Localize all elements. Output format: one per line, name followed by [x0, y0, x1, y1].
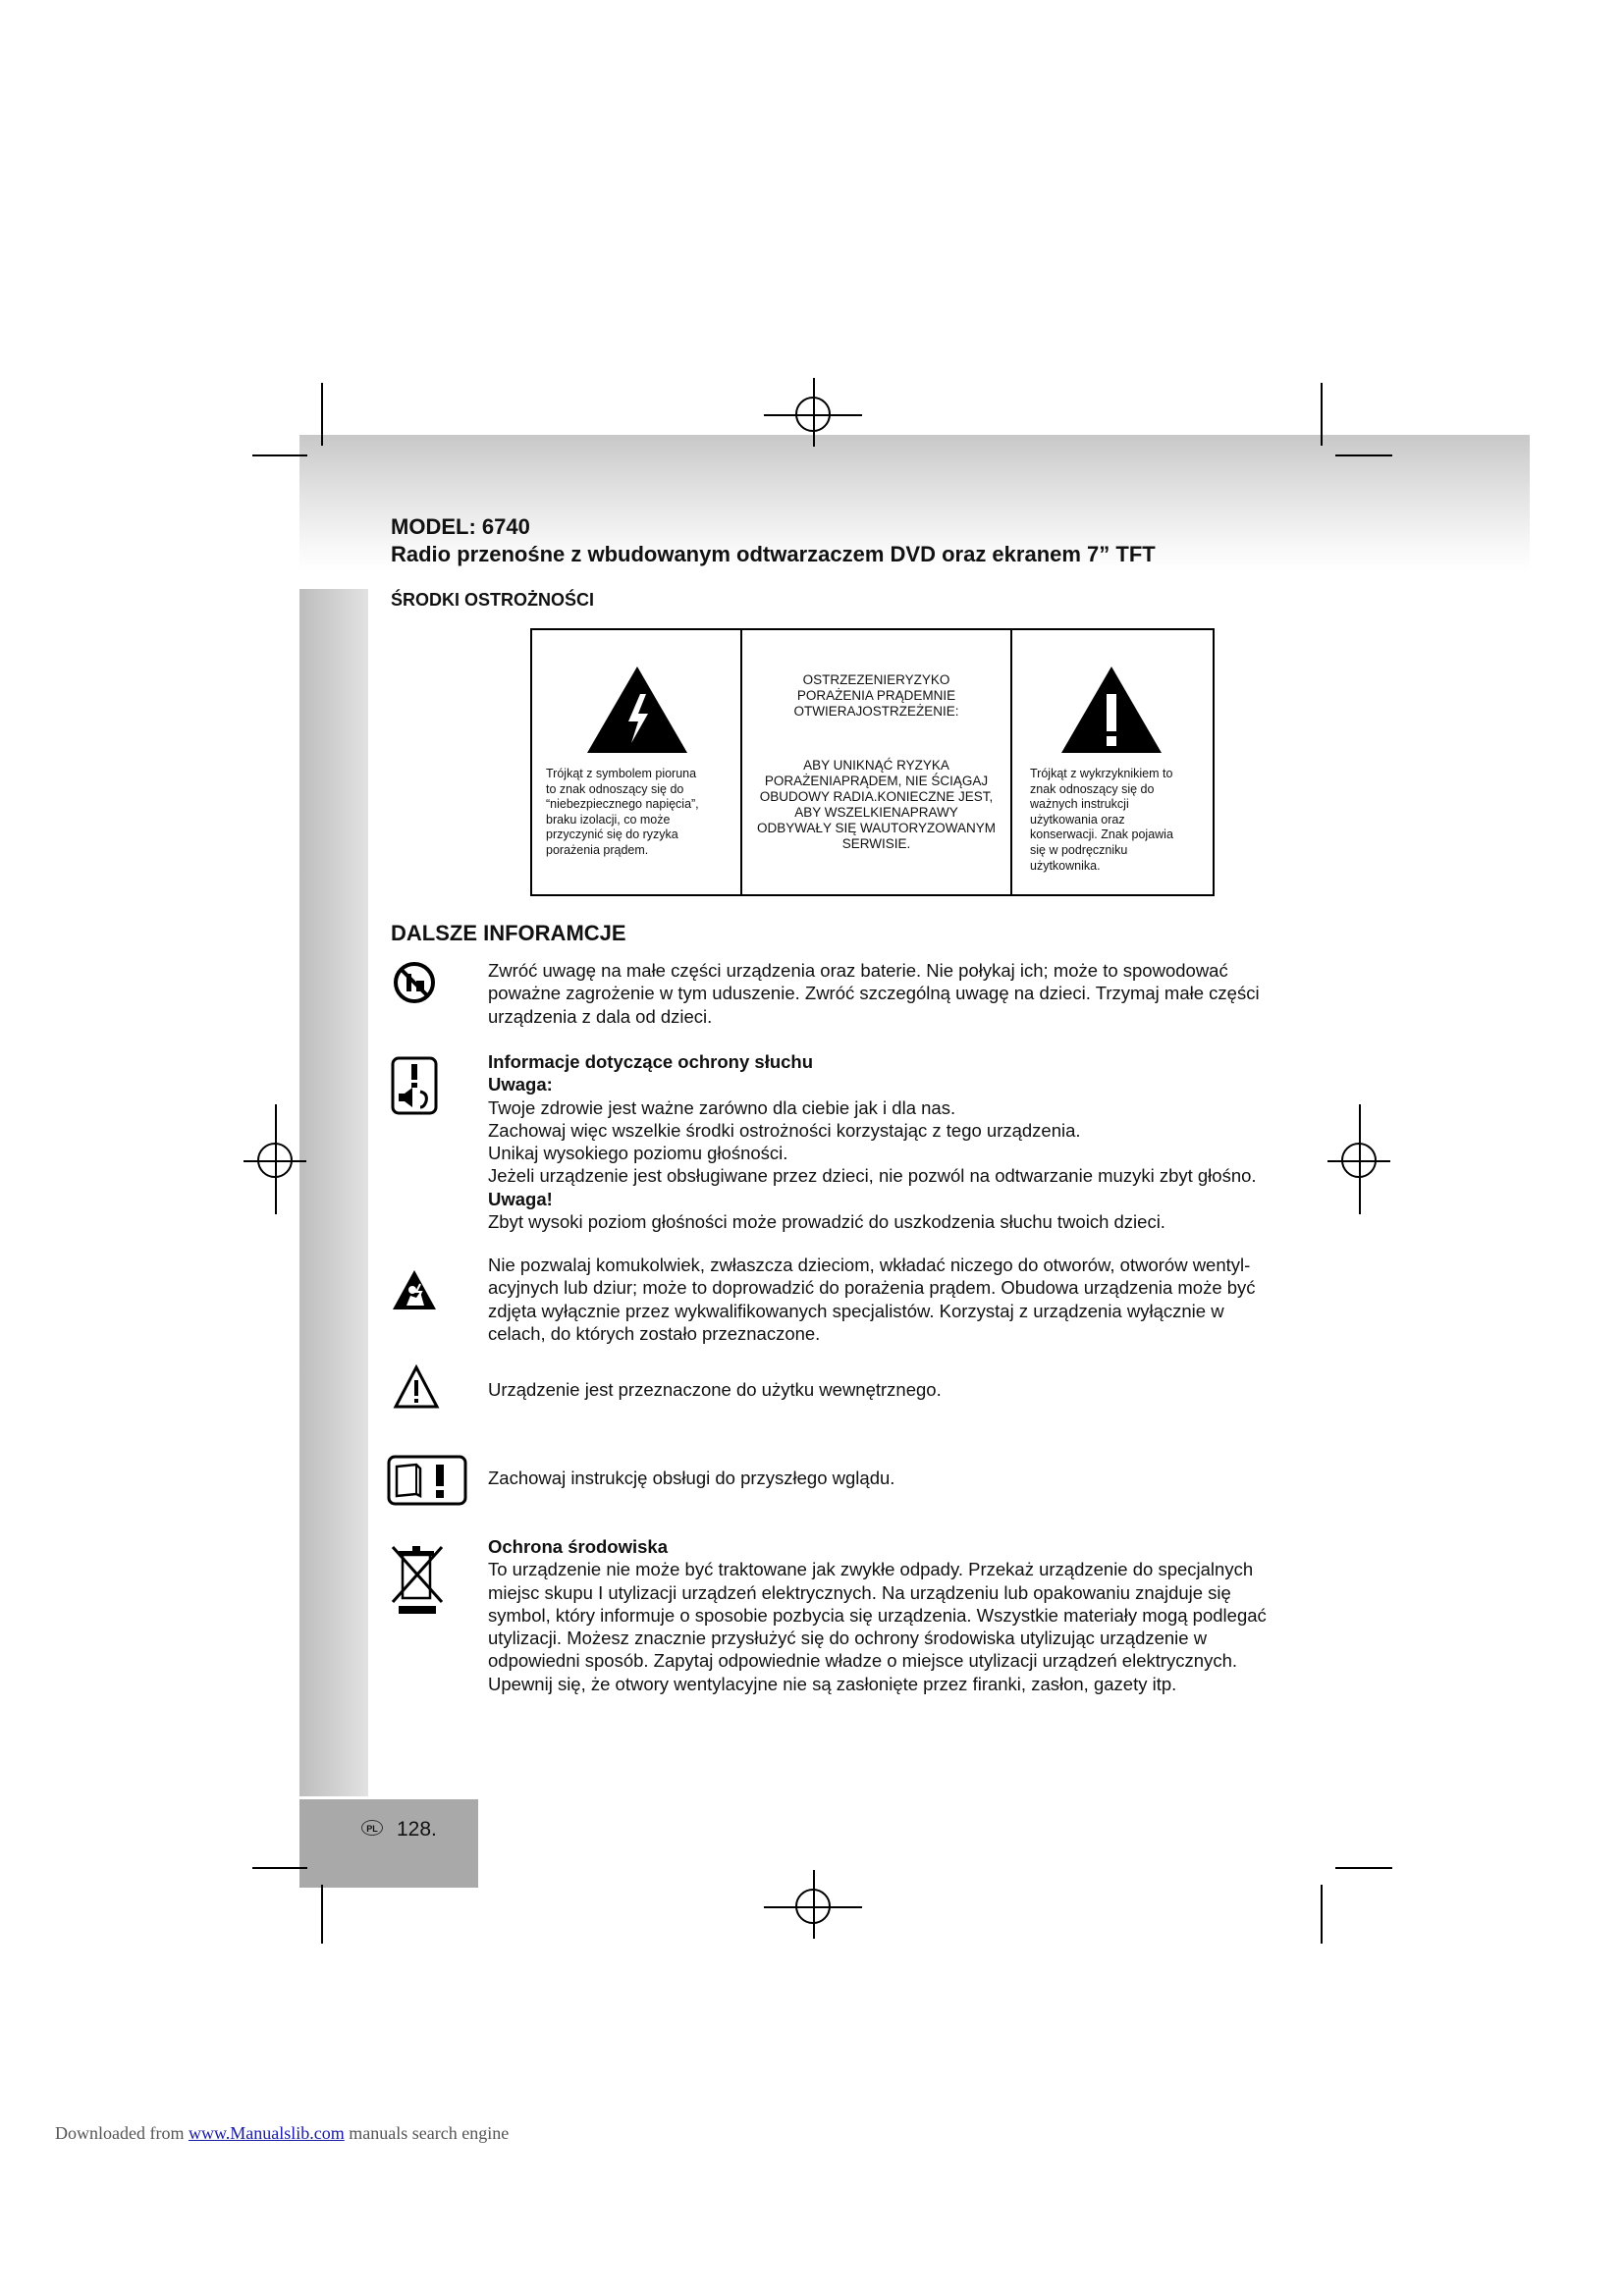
download-prefix: Downloaded from [55, 2123, 185, 2143]
shock-warning-title: OSTRZEZENIERYZYKO PORAŻENIA PRĄDEMNIE OTWIERAJOSTRZEŻENIE: [793, 672, 959, 719]
language-badge: PL [361, 1820, 383, 1836]
keep-manual-paragraph: Zachowaj instrukcję obsługi do przyszłego wglądu. [488, 1468, 895, 1488]
hearing-warning-icon [391, 1056, 438, 1115]
download-footer [55, 2123, 509, 2144]
no-swallow-icon [393, 961, 436, 1004]
lightning-description: Trójkąt z symbolem pioruna to znak odnoszący się do “niebezpiecznego napięcia”, braku izolacji, co może przyczynić się do ryzyka porażenia prądem. [546, 767, 699, 857]
left-margin-band [299, 589, 368, 1796]
warning-table [530, 628, 1215, 896]
model-title: MODEL: 6740 [391, 514, 530, 539]
indoor-use-paragraph: Urządzenie jest przeznaczone do użytku wewnętrznego. [488, 1379, 942, 1400]
precautions-heading: ŚRODKI OSTROŻNOŚCI [391, 590, 595, 610]
shock-warning-body: ABY UNIKNĄĆ RYZYKA PORAŻENIAPRĄDEM, NIE ŚCIĄGAJ OBUDOWY RADIA.KONIECZNE JEST, ABY WSZELKIENAPRAWY ODBYWAŁY SIĘ WAUTORYZOWANYM SERWISIE. [756, 758, 997, 851]
hearing-title: Informacje dotyczące ochrony słuchu [488, 1051, 814, 1072]
hearing-warning-label-2: Uwaga! [488, 1188, 553, 1209]
exclamation-triangle-icon [1059, 665, 1164, 755]
page-number: 128. [397, 1818, 437, 1841]
read-manual-icon [387, 1455, 467, 1506]
recycle-bin-icon [389, 1543, 446, 1618]
exclamation-warning-cell [1012, 630, 1213, 894]
download-suffix: manuals search engine [349, 2123, 510, 2143]
foreign-objects-paragraph: Nie pozwalaj komukolwiek, zwłaszcza dzieciom, wkładać niczego do otworów, otworów wentyl- acyjnych lub dziur; może to doprowadzić do porażenia prądem. Obudowa urządzenia może być zdjęta wyłącznie przez wykwalifikowanych specjalistów. Korzystaj z urządzenia wyłącznie w celach, do których zostało przeznaczone. [488, 1255, 1256, 1344]
product-subtitle: Radio przenośne z wbudowanym odtwarzaczem DVD oraz ekranem 7” TFT [391, 542, 1156, 566]
hearing-warning-label: Uwaga: [488, 1074, 553, 1095]
manualslib-link[interactable]: www.Manualslib.com [188, 2123, 345, 2143]
shock-warning-cell [742, 630, 1012, 894]
exclamation-description: Trójkąt z wykrzyknikiem to znak odnoszący się do ważnych instrukcji użytkowania oraz konserwacji. Znak pojawia się w podręczniku użytkownika. [1030, 767, 1173, 873]
hearing-protection-block: Informacje dotyczące ochrony słuchu Uwaga: Twoje zdrowie jest ważne zarówno dla ciebie jak i dla nas. Zachowaj więc wszelkie środki ostrożności korzystając z tego urządzenia. Unikaj wysokiego poziomu głośności. Jeżeli urządzenie jest obsługiwane przez dzieci, nie pozwól na odtwarzanie muzyki zbyt głośno. Uwaga! Zbyt wysoki poziom głośności może prowadzić do uszkodzenia słuchu twoich dzieci. [488, 1050, 1313, 1233]
footer-band [299, 1799, 478, 1888]
further-info-heading: DALSZE INFORAMCJE [391, 921, 626, 945]
caution-triangle-icon [393, 1364, 440, 1410]
small-parts-paragraph: Zwróć uwagę na małe części urządzenia oraz baterie. Nie połykaj ich; może to spowodować poważne zagrożenie w tym uduszenie. Zwróć szczególną uwagę na dzieci. Trzymaj małe części urządzenia z dala od dzieci. [488, 960, 1260, 1027]
lightning-warning-cell [532, 630, 742, 894]
electric-shock-warning-icon [391, 1268, 438, 1311]
environment-title: Ochrona środowiska [488, 1536, 668, 1557]
environment-block: Ochrona środowiska To urządzenie nie może być traktowane jak zwykłe odpady. Przekaż urządzenie do specjalnych miejsc skupu I utylizacji urządzeń elektrycznych. Na urządzeniu lub opakowaniu znajduje się symbol, który informuje o sposobie pozbycia się urządzenia. Wszystkie materiały mogą podlegać utylizacji. Możesz znacznie przysłużyć się do ochrony środowiska utylizując urządzenie w odpowiedni sposób. Zapytaj odpowiednie władze o miejsce utylizacji urządzeń elektrycznych. Upewnij się, że otwory wentylacyjne nie są zasłonięte przez firanki, zasłon, gazety itp. [488, 1535, 1313, 1695]
lightning-triangle-icon [585, 665, 689, 755]
